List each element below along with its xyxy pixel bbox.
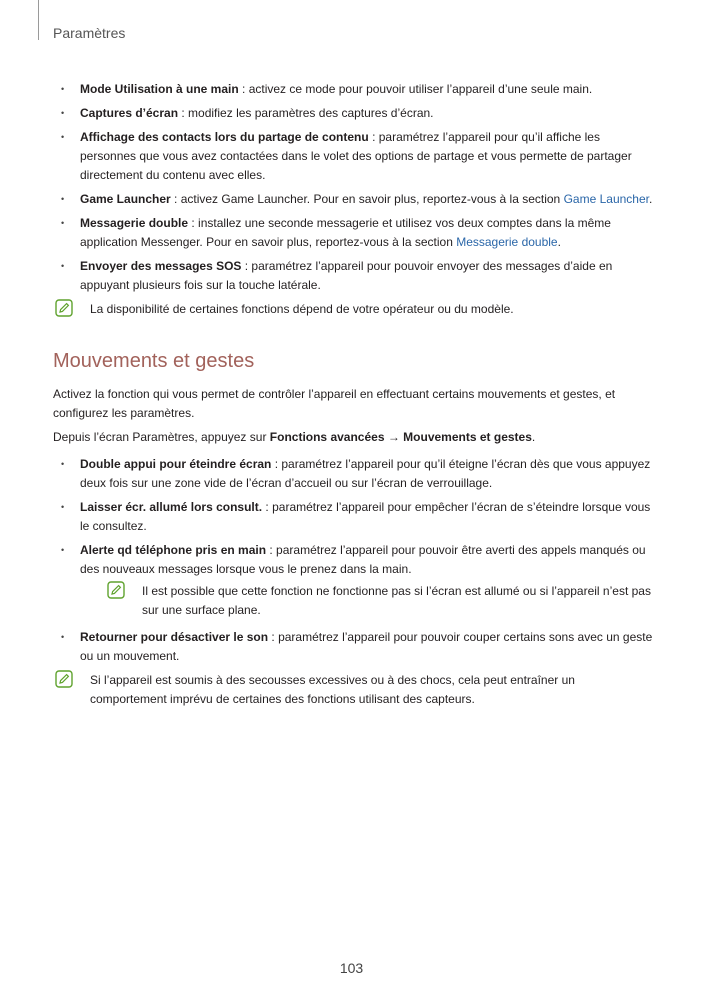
list-item: • Envoyer des messages SOS : paramétrez l’appareil pour pouvoir envoyer des messages d’aide en appuyant plusieurs fois sur la touche latérale.	[53, 257, 653, 295]
page-number: 103	[339, 960, 364, 976]
note-icon	[55, 299, 73, 317]
list-item: • Game Launcher : activez Game Launcher. Pour en savoir plus, reportez-vous à la section Game Launcher.	[53, 190, 653, 209]
note: La disponibilité de certaines fonctions dépend de votre opérateur ou du modèle.	[53, 300, 653, 319]
note-icon	[107, 581, 125, 599]
settings-list	[53, 80, 653, 295]
dual-messenger-link[interactable]: Messagerie double	[456, 235, 558, 249]
game-launcher-link[interactable]: Game Launcher	[563, 192, 649, 206]
nested-note: Il est possible que cette fonction ne fonctionne pas si l’écran est allumé ou si l’appareil n’est pas sur une surface plane.	[105, 582, 653, 620]
list-item: • Affichage des contacts lors du partage de contenu : paramétrez l’appareil pour qu’il affiche les personnes que vous avez contactées dans le volet des options de partage et vous permette de partager directement du contenu avec elles.	[53, 128, 653, 185]
page-header: Paramètres	[53, 25, 126, 41]
list-item: • Double appui pour éteindre écran : paramétrez l’appareil pour qu’il éteigne l’écran dès que vous appuyez deux fois sur une zone vide de l’écran d’accueil ou sur l’écran de verrouillage.	[53, 455, 653, 493]
list-item: • Retourner pour désactiver le son : paramétrez l’appareil pour pouvoir couper certains sons avec un geste ou un mouvement.	[53, 628, 653, 666]
motion-list	[53, 455, 653, 666]
section-intro: Activez la fonction qui vous permet de contrôler l’appareil en effectuant certains mouvements et gestes, et configurez les paramètres.	[53, 387, 616, 420]
list-item: • Messagerie double : installez une seconde messagerie et utilisez vos deux comptes dans la même application Messenger. Pour en savoir plus, reportez-vous à la section Messagerie double.	[53, 214, 653, 252]
header-rule	[38, 0, 39, 40]
list-item: • Alerte qd téléphone pris en main : paramétrez l’appareil pour pouvoir être averti des appels manqués ou des nouveaux messages lorsque vous le prenez dans la main. Il est possible que cette fonction ne fonctionne pas si l’écran est allumé ou si l’appareil n’est pas sur une surface plane.	[53, 541, 653, 620]
list-item: • Laisser écr. allumé lors consult. : paramétrez l’appareil pour empêcher l’écran de s’éteindre lorsque vous le consultez.	[53, 498, 653, 536]
list-item: • Mode Utilisation à une main : activez ce mode pour pouvoir utiliser l’appareil d’une seule main.	[53, 80, 653, 99]
navigation-path: Depuis l’écran Paramètres, appuyez sur Fonctions avancées → Mouvements et gestes.	[53, 430, 536, 444]
note: Si l’appareil est soumis à des secousses excessives ou à des chocs, cela peut entraîner un comportement imprévu de certaines des fonctions utilisant des capteurs.	[53, 671, 653, 709]
note-icon	[55, 670, 73, 688]
main-content	[53, 80, 653, 715]
section-title: Mouvements et gestes	[53, 350, 255, 372]
list-item: • Captures d’écran : modifiez les paramètres des captures d’écran.	[53, 104, 653, 123]
